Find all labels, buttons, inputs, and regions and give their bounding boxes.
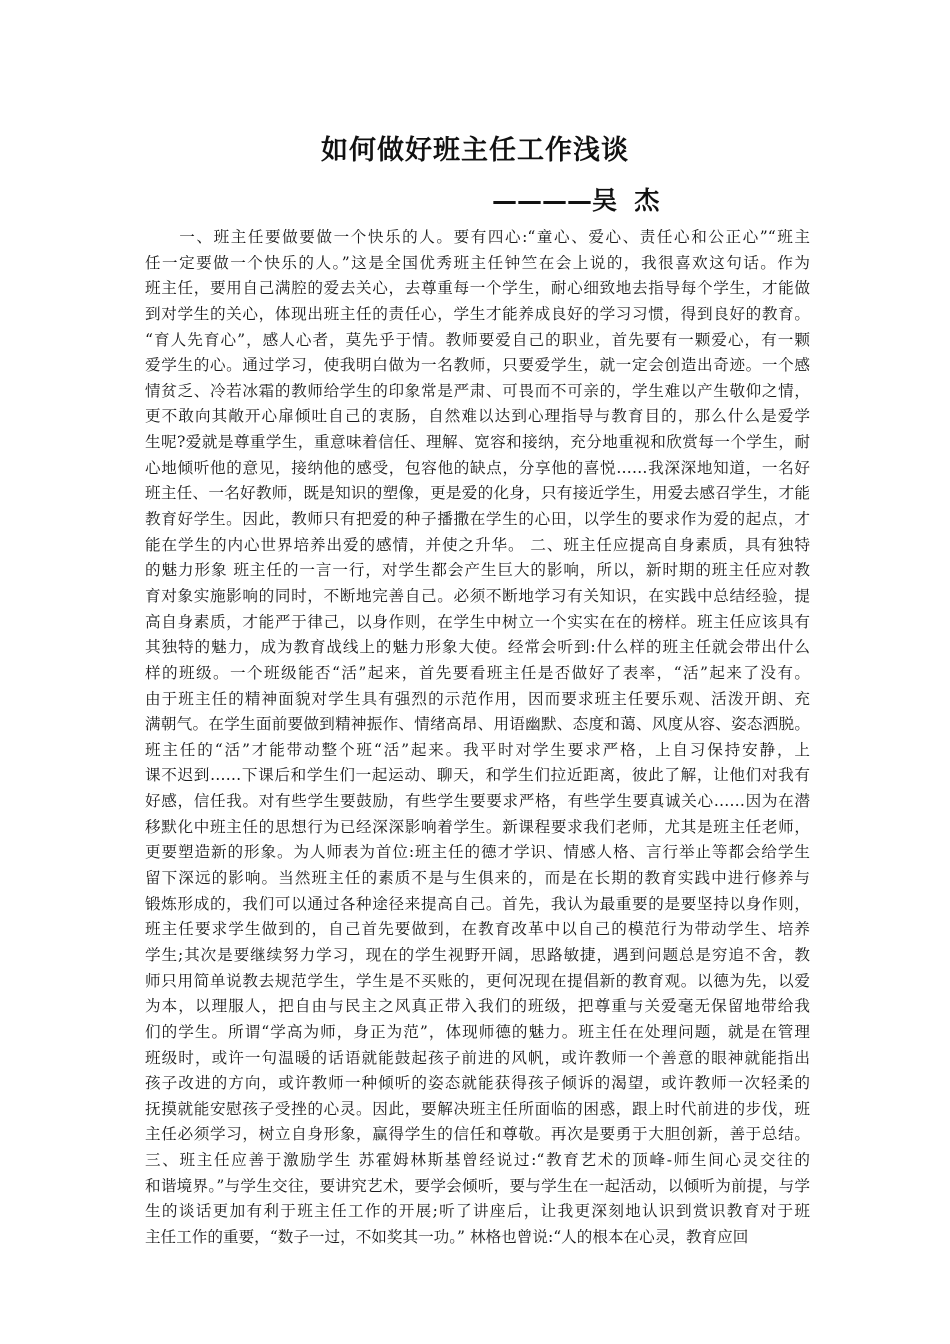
body-text-line: 育对象实施影响的同时，不断地完善自己。必须不断地学习有关知识，在实践中总结经验，提 bbox=[145, 586, 810, 605]
body-text-line: “育人先育心”，感人心者，莫先乎于情。教师要爱自己的职业，首先要有一颗爱心，有一颗 bbox=[145, 330, 810, 349]
body-text-line: 情贫乏、冷若冰霜的教师给学生的印象常是严肃、可畏而不可亲的，学生难以产生敬仰之情， bbox=[145, 381, 810, 400]
body-text-line: 班主任，要用自己满腔的爱去关心，去尊重每一个学生，耐心细致地去指导每个学生，才能做 bbox=[145, 279, 810, 298]
body-text-line: 到对学生的关心，体现出班主任的责任心，学生才能养成良好的学习习惯，得到良好的教育。 bbox=[145, 304, 810, 323]
body-text-line: 教育好学生。因此，教师只有把爱的种子播撒在学生的心田，以学生的要求作为爱的起点，才 bbox=[145, 510, 810, 529]
body-text-line: 留下深远的影响。当然班主任的素质不是与生俱来的，而是在长期的教育实践中进行修养与 bbox=[145, 869, 810, 888]
body-text-line: 任一定要做一个快乐的人。”这是全国优秀班主任钟竺在会上说的，我很喜欢这句话。作为 bbox=[145, 253, 810, 272]
body-text-line: 班级时，或许一句温暖的话语就能鼓起孩子前进的风帆，或许教师一个善意的眼神就能指出 bbox=[145, 1048, 810, 1067]
body-text-line: 孩子改进的方向，或许教师一种倾听的姿态就能获得孩子倾诉的渴望，或许教师一次轻柔的 bbox=[145, 1074, 810, 1093]
body-text-line: 师只用简单说教去规范学生，学生是不买账的，更何况现在提倡新的教育观。以德为先，以爱 bbox=[145, 971, 810, 990]
body-text-line: 样的班级。一个班级能否“活”起来，首先要看班主任是否做好了表率，“活”起来了没有。 bbox=[145, 663, 810, 682]
body-text-line: 能在学生的内心世界培养出爱的感情，并使之升华。 二、班主任应提高自身素质，具有独特 bbox=[145, 535, 810, 554]
body-text-line: 更要塑造新的形象。为人师表为首位:班主任的德才学识、情感人格、言行举止等都会给学生 bbox=[145, 843, 810, 862]
body-text-line: 课不迟到……下课后和学生们一起运动、聊天，和学生们拉近距离，彼此了解，让他们对我有 bbox=[145, 766, 810, 785]
body-text-line: 由于班主任的精神面貌对学生具有强烈的示范作用，因而要求班主任要乐观、活泼开朗、充 bbox=[145, 689, 810, 708]
body-text-line: 的魅力形象 班主任的一言一行，对学生都会产生巨大的影响，所以，新时期的班主任应对教 bbox=[145, 561, 810, 580]
body-text-line: 主任工作的重要，“数子一过，不如奖其一功。” 林格也曾说:“人的根本在心灵，教育应回 bbox=[145, 1227, 749, 1246]
body-text-line: 更不敢向其敞开心扉倾吐自己的衷肠，自然难以达到心理指导与教育目的，那么什么是爱学 bbox=[145, 407, 810, 426]
body-text-line: 班主任要求学生做到的，自己首先要做到，在教育改革中以自己的模范行为带动学生、培养 bbox=[145, 920, 810, 939]
body-text-line: 抚摸就能安慰孩子受挫的心灵。因此，要解决班主任所面临的困惑，跟上时代前进的步伐，班 bbox=[145, 1099, 810, 1118]
body-text-line: 三、班主任应善于激励学生 苏霍姆林斯基曾经说过:“教育艺术的顶峰-师生间心灵交往的 bbox=[145, 1151, 810, 1170]
body-text-line: 移默化中班主任的思想行为已经深深影响着学生。新课程要求我们老师，尤其是班主任老师， bbox=[145, 817, 810, 836]
body-text-line: 好感，信任我。对有些学生要鼓励，有些学生要要求严格，有些学生要真诚关心……因为在潜 bbox=[145, 792, 810, 811]
body-text-line: 一、班主任要做要做一个快乐的人。要有四心:“童心、爱心、责任心和公正心”“班主 bbox=[145, 228, 810, 246]
body-text-line: 学生;其次是要继续努力学习，现在的学生视野开阔，思路敏捷，遇到问题总是穷追不舍，教 bbox=[145, 945, 810, 964]
body-text-line: 满朝气。在学生面前要做到精神振作、情绪高昂、用语幽默、态度和蔼、风度从容、姿态洒脱。 bbox=[145, 715, 810, 734]
body-text-line: 为本，以理服人，把自由与民主之风真正带入我们的班级，把尊重与关爱毫无保留地带给我 bbox=[145, 997, 810, 1016]
document-title: 如何做好班主任工作浅谈 bbox=[321, 135, 629, 166]
document-body bbox=[145, 225, 810, 1251]
body-text-line: 班主任的“活”才能带动整个班“活”起来。我平时对学生要求严格，上自习保持安静，上 bbox=[145, 740, 810, 759]
body-text-line: 主任必须学习，树立自身形象，赢得学生的信任和尊敬。再次是要勇于大胆创新，善于总结。 bbox=[145, 1125, 810, 1144]
body-text-line: 班主任、一名好教师，既是知识的塑像，更是爱的化身，只有接近学生，用爱去感召学生，才能 bbox=[145, 484, 810, 503]
body-text-line: 爱学生的心。通过学习，使我明白做为一名教师，只要爱学生，就一定会创造出奇迹。一个感 bbox=[145, 356, 810, 375]
author-line: ————吴 杰 bbox=[492, 186, 660, 215]
body-text-line: 锻炼形成的，我们可以通过各种途径来提高自己。首先，我认为最重要的是要坚持以身作则， bbox=[145, 894, 810, 913]
body-text-line: 生呢?爱就是尊重学生，重意味着信任、理解、宽容和接纳，充分地重视和欣赏每一个学生，耐 bbox=[145, 433, 810, 452]
body-text-line: 们的学生。所谓“学高为师，身正为范”，体现师德的魅力。班主任在处理问题，就是在管理 bbox=[145, 1022, 810, 1041]
body-text-line: 其独特的魅力，成为教育战线上的魅力形象大使。经常会听到:什么样的班主任就会带出什么 bbox=[145, 638, 810, 657]
body-text-line: 高自身素质，才能严于律己，以身作则，在学生中树立一个实实在在的榜样。班主任应该具有 bbox=[145, 612, 810, 631]
body-text-line: 和谐境界。”与学生交往，要讲究艺术，要学会倾听，要与学生在一起活动，以倾听为前提，与学 bbox=[145, 1176, 810, 1195]
body-text-line: 心地倾听他的意见，接纳他的感受，包容他的缺点，分享他的喜悦……我深深地知道，一名好 bbox=[145, 458, 810, 477]
body-text-line: 生的谈话更加有利于班主任工作的开展;听了讲座后，让我更深刻地认识到赏识教育对于班 bbox=[145, 1202, 810, 1221]
